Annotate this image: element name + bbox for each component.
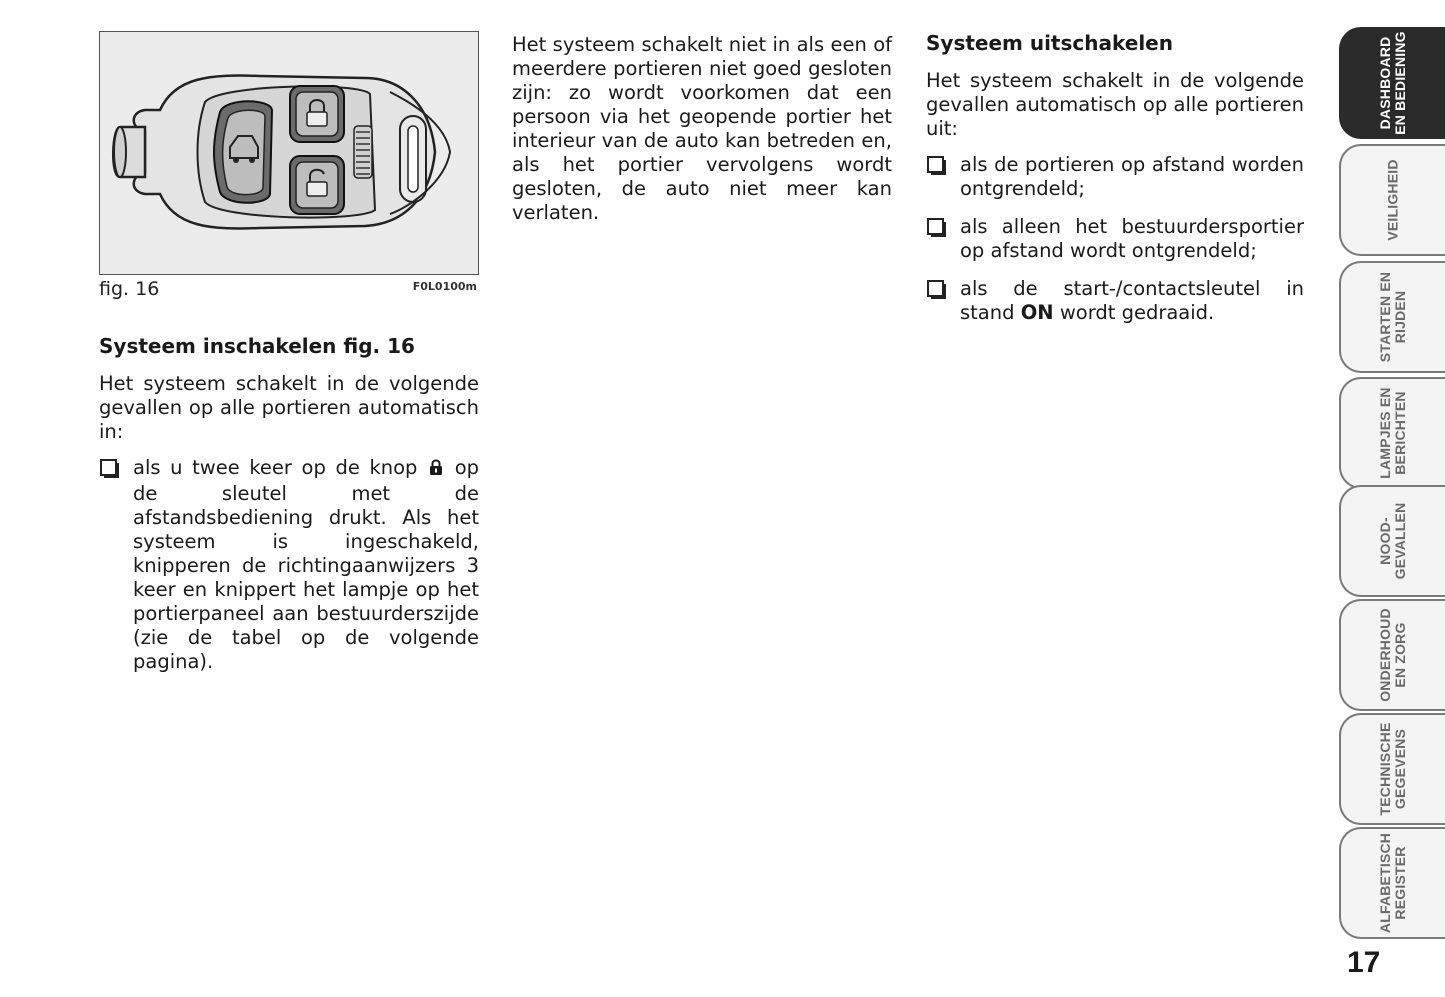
tab-alfabetisch[interactable] xyxy=(1339,827,1445,939)
list-item xyxy=(926,153,1304,201)
disable-intro: Het systeem schakelt in de volgende gevallen automatisch op alle portieren uit: xyxy=(926,69,1304,140)
tab-starten[interactable] xyxy=(1339,261,1445,373)
middle-paragraph: Het systeem schakelt niet in als een of meerdere portieren niet goed gesloten zijn: zo wordt voorkomen dat een persoon via het geopende portier het interieur van de auto kan betreden en, als het portier vervolgens wordt gesloten, de auto niet meer kan verlaten. xyxy=(512,33,892,224)
enable-intro: Het systeem schakelt in de volgende gevallen op alle portieren automatisch in: xyxy=(99,372,479,443)
figure-16-image xyxy=(99,31,479,275)
tab-label: VEILIGHEID xyxy=(1384,159,1401,241)
item-text-after: wordt gedraaid. xyxy=(1059,301,1215,324)
item-text: als de portieren op afstand worden ontgrendeld; xyxy=(960,153,1304,200)
tab-label: NOOD- GEVALLEN xyxy=(1377,502,1408,580)
tab-dashboard[interactable] xyxy=(1339,27,1445,139)
figure-code: F0L0100m xyxy=(412,280,477,293)
column-middle xyxy=(512,33,892,237)
checkbox-bullet-icon xyxy=(100,459,117,476)
section-heading-enable: Systeem inschakelen fig. 16 xyxy=(99,334,415,358)
tab-noodgevallen[interactable] xyxy=(1339,485,1445,597)
section-heading-disable: Systeem uitschakelen xyxy=(926,31,1173,55)
tab-technische[interactable] xyxy=(1339,713,1445,825)
tab-label: TECHNISCHE GEGEVENS xyxy=(1377,722,1408,816)
item-text: als alleen het bestuurdersportier op afstand wordt ontgrendeld; xyxy=(960,215,1304,262)
column-right xyxy=(926,31,1304,339)
tab-label: DASHBOARD EN BEDIENING xyxy=(1377,31,1408,135)
item-text-after: op de sleutel met de afstandsbediening drukt. Als het systeem is ingeschakeld, knipperen de richtingaanwijzers 3 keer en knippert het lampje op het portierpaneel aan bestuurderszijde (zie de tabel op de volgende pagina). xyxy=(133,456,479,673)
checkbox-bullet-icon xyxy=(927,218,944,235)
disable-list xyxy=(926,153,1304,325)
figure-label: fig. 16 xyxy=(99,278,160,300)
tab-veiligheid[interactable] xyxy=(1339,144,1445,256)
column-left xyxy=(99,31,479,688)
item-text-bold: ON xyxy=(1020,301,1054,324)
checkbox-bullet-icon xyxy=(927,280,944,297)
key-fob-icon xyxy=(100,32,478,274)
tab-lampjes[interactable] xyxy=(1339,377,1445,489)
item-text-before: als u twee keer op de knop xyxy=(133,456,418,479)
enable-list xyxy=(99,456,479,674)
lock-icon xyxy=(429,458,443,482)
list-item xyxy=(926,215,1304,263)
tab-onderhoud[interactable] xyxy=(1339,599,1445,711)
item-text-before: als de start-/contactsleutel in stand xyxy=(960,277,1304,324)
checkbox-bullet-icon xyxy=(927,156,944,173)
page-number: 17 xyxy=(1347,946,1381,979)
list-item xyxy=(926,277,1304,325)
tab-label: LAMPJES EN BERICHTEN xyxy=(1377,387,1408,479)
tab-label: ONDERHOUD EN ZORG xyxy=(1377,608,1408,702)
figure-caption xyxy=(99,278,479,304)
list-item xyxy=(99,456,479,674)
tab-label: STARTEN EN RIJDEN xyxy=(1377,271,1408,363)
tab-label: ALFABETISCH REGISTER xyxy=(1377,832,1408,934)
